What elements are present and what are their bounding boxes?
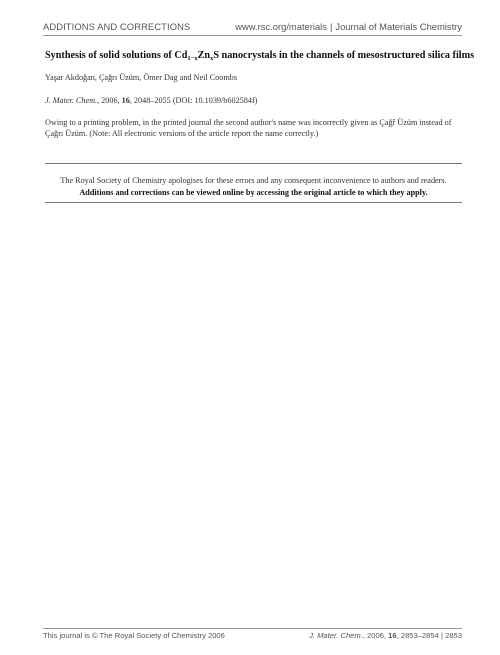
footer-separator: |: [440, 631, 443, 640]
apology-text: The Royal Society of Chemistry apologises for these errors and any consequent inconvenience to authors and readers.: [60, 176, 447, 185]
footer-journal: J. Mater. Chem.: [309, 631, 363, 640]
article-citation: [45, 96, 257, 105]
journal-url-link[interactable]: www.rsc.org/materials: [235, 21, 327, 32]
citation-year: , 2006,: [97, 96, 122, 105]
running-header: [43, 21, 462, 35]
title-subscript: 1−x: [187, 55, 198, 62]
citation-pages-doi: , 2048–2055 (DOI: 10.1039/b602584f): [129, 96, 258, 105]
title-part: Synthesis of solid solutions of Cd: [45, 50, 188, 61]
header-journal-name: Journal of Materials Chemistry: [335, 21, 462, 32]
title-part: Zn: [197, 50, 211, 61]
notice-top-divider: [45, 163, 462, 164]
page-number: 2853: [445, 631, 462, 640]
footer-citation: [309, 631, 462, 640]
footer-year: , 2006,: [362, 631, 389, 640]
footer-volume: 16: [388, 631, 397, 640]
header-right: [235, 21, 462, 32]
citation-journal: J. Mater. Chem.: [45, 96, 98, 105]
running-footer: [43, 631, 462, 643]
title-subscript: x: [210, 55, 214, 62]
footer-divider: [43, 628, 462, 629]
copyright-notice: This journal is © The Royal Society of Chemistry 2006: [43, 631, 225, 640]
correction-text: Owing to a printing problem, in the printed journal the second author's name was incorrectly given as Çağř Üzüm instead of Çağrı Üzüm. (Note: All electronic versions of the article report the name correctly.): [45, 118, 452, 138]
citation-volume: 16: [121, 96, 130, 105]
footer-pages: , 2853–2854: [396, 631, 439, 640]
section-label: ADDITIONS AND CORRECTIONS: [43, 21, 191, 32]
author-list: Yaşar Akdoğan, Çağrı Üzüm, Ömer Dag and Neil Coombs: [45, 73, 238, 82]
header-divider: [43, 35, 462, 36]
title-part: S nanocrystals in the channels of mesostructured silica films: [213, 50, 475, 61]
rsc-notice: [45, 175, 462, 199]
header-separator: |: [329, 21, 333, 32]
online-note: Additions and corrections can be viewed online by accessing the original article to which they apply.: [79, 188, 428, 197]
article-title: [45, 50, 475, 62]
notice-bottom-divider: [45, 202, 462, 203]
